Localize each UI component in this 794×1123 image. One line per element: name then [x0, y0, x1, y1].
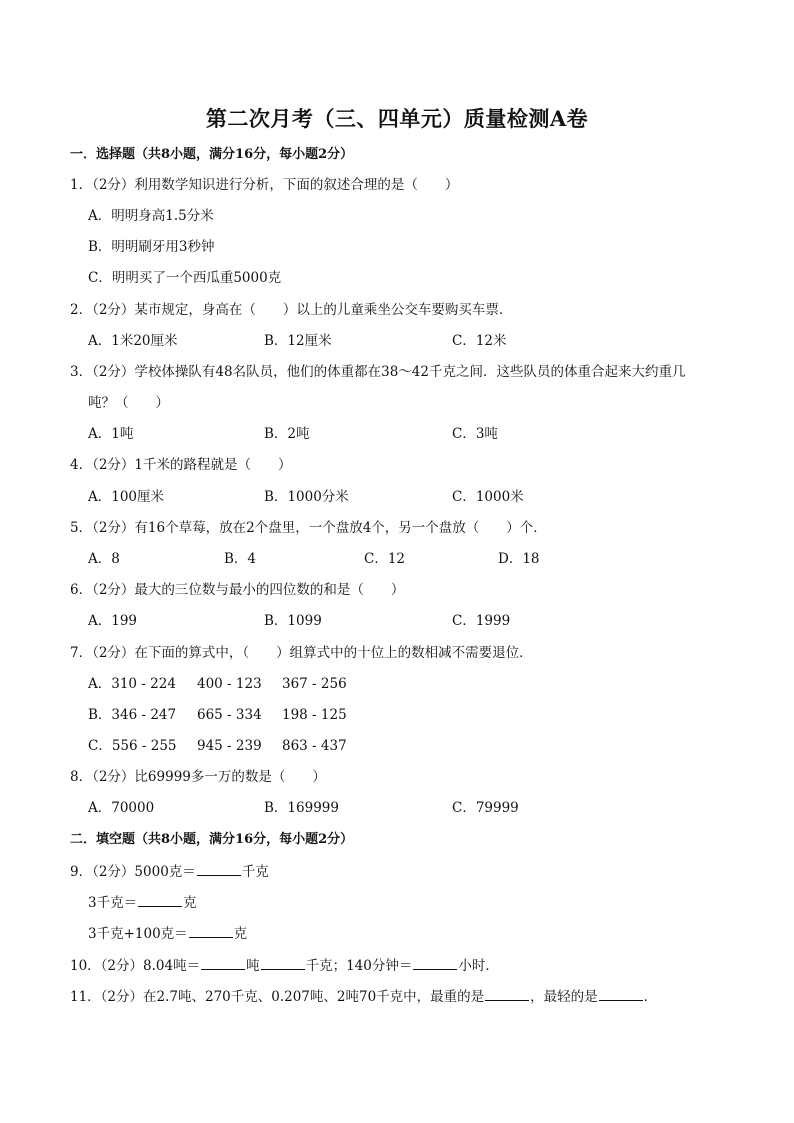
question-2-option-b: B．12厘米	[264, 333, 332, 349]
question-10-text-2: 吨	[246, 958, 260, 974]
question-8-option-a: A．70000	[88, 800, 155, 816]
question-9-unit-1: 千克	[241, 864, 269, 880]
question-11-line	[70, 987, 657, 1006]
question-7-option-a-expr-2: 400 - 123	[197, 676, 262, 692]
question-11-text-2: ，最轻的是	[530, 989, 598, 1005]
question-3-stem: 3．（2分）学校体操队有48名队员，他们的体重都在38～42千克之间．这些队员的体重合起来大约重几	[70, 364, 686, 380]
section-heading-fill: 二．填空题（共8小题，满分16分，每小题2分）	[70, 832, 354, 847]
answer-blank[interactable]	[138, 893, 182, 907]
question-7-option-a-expr-3: 367 - 256	[282, 676, 347, 692]
question-8-stem: 8．（2分）比69999多一万的数是（ ）	[70, 769, 326, 785]
question-7-option-c-expr-3: 863 - 437	[282, 738, 347, 754]
answer-blank[interactable]	[413, 956, 457, 970]
answer-blank[interactable]	[485, 987, 529, 1001]
question-9-unit-2: 克	[183, 895, 197, 911]
question-7-option-b-expr-3: 198 - 125	[282, 707, 347, 723]
question-6-option-a: A．199	[88, 613, 138, 629]
question-7-stem: 7．（2分）在下面的算式中，（ ）组算式中的十位上的数相减不需要退位．	[70, 645, 533, 661]
page-title: 第二次月考（三、四单元）质量检测A卷	[205, 106, 589, 131]
question-3-option-a: A．1吨	[88, 426, 134, 442]
question-5-stem: 5．（2分）有16个草莓，放在2个盘里，一个盘放4个，另一个盘放（ ）个．	[70, 520, 547, 536]
question-9-text-3: 3千克+100克＝	[88, 926, 188, 942]
question-5-option-a: A．8	[88, 551, 120, 567]
question-9-unit-3: 克	[233, 926, 248, 942]
question-3-option-c: C．3吨	[452, 426, 498, 442]
question-7-option-a: A．310 - 224	[88, 676, 176, 692]
question-10-text-4: 小时．	[458, 958, 499, 974]
question-2-stem: 2．（2分）某市规定，身高在（ ）以上的儿童乘坐公交车要购买车票．	[70, 302, 513, 318]
question-8-option-b: B．169999	[264, 800, 339, 816]
question-9-text-1: 9．（2分）5000克＝	[70, 864, 196, 880]
question-1-option-a: A．明明身高1.5分米	[88, 208, 214, 224]
question-2-option-c: C．12米	[452, 333, 507, 349]
question-2-option-a: A．1米20厘米	[88, 333, 178, 349]
question-6-option-c: C．1999	[452, 613, 511, 629]
answer-blank[interactable]	[197, 862, 241, 876]
question-5-option-c: C．12	[364, 551, 406, 567]
answer-blank[interactable]	[201, 956, 245, 970]
answer-blank[interactable]	[599, 987, 643, 1001]
question-9-line-1	[70, 862, 269, 881]
question-7-option-c-expr-2: 945 - 239	[197, 738, 262, 754]
question-10-line	[70, 956, 499, 975]
section-heading-choice: 一．选择题（共8小题，满分16分，每小题2分）	[70, 147, 354, 162]
question-6-option-b: B．1099	[264, 613, 322, 629]
question-4-stem: 4．（2分）1千米的路程就是（ ）	[70, 457, 292, 473]
question-9-line-2	[88, 893, 197, 912]
question-1-stem: 1．（2分）利用数学知识进行分析，下面的叙述合理的是（ ）	[70, 177, 459, 193]
question-7-option-b-expr-2: 665 - 334	[197, 707, 262, 723]
question-11-text-1: 11．（2分）在2.7吨、270千克、0.207吨、2吨70千克中，最重的是	[70, 989, 485, 1005]
question-4-option-c: C．1000米	[452, 489, 524, 505]
question-4-option-a: A．100厘米	[88, 489, 165, 505]
question-1-option-c: C．明明买了一个西瓜重5000克	[88, 270, 282, 286]
question-9-text-2: 3千克＝	[88, 895, 138, 911]
question-6-stem: 6．（2分）最大的三位数与最小的四位数的和是（ ）	[70, 582, 405, 598]
question-1-option-b: B．明明刷牙用3秒钟	[88, 239, 215, 255]
question-8-option-c: C．79999	[452, 800, 519, 816]
question-5-option-b: B．4	[224, 551, 257, 567]
question-11-text-3: ．	[643, 989, 658, 1005]
question-10-text-3: 千克；140分钟＝	[305, 958, 413, 974]
question-10-text-1: 10．（2分）8.04吨＝	[70, 958, 201, 974]
question-7-option-b: B．346 - 247	[88, 707, 177, 723]
question-3-stem-continued: 吨？（ ）	[88, 395, 169, 411]
answer-blank[interactable]	[261, 956, 305, 970]
question-5-option-d: D．18	[498, 551, 540, 567]
question-4-option-b: B．1000分米	[264, 489, 349, 505]
question-7-option-c: C．556 - 255	[88, 738, 177, 754]
question-3-option-b: B．2吨	[264, 426, 310, 442]
answer-blank[interactable]	[189, 924, 233, 938]
question-9-line-3	[88, 924, 247, 943]
